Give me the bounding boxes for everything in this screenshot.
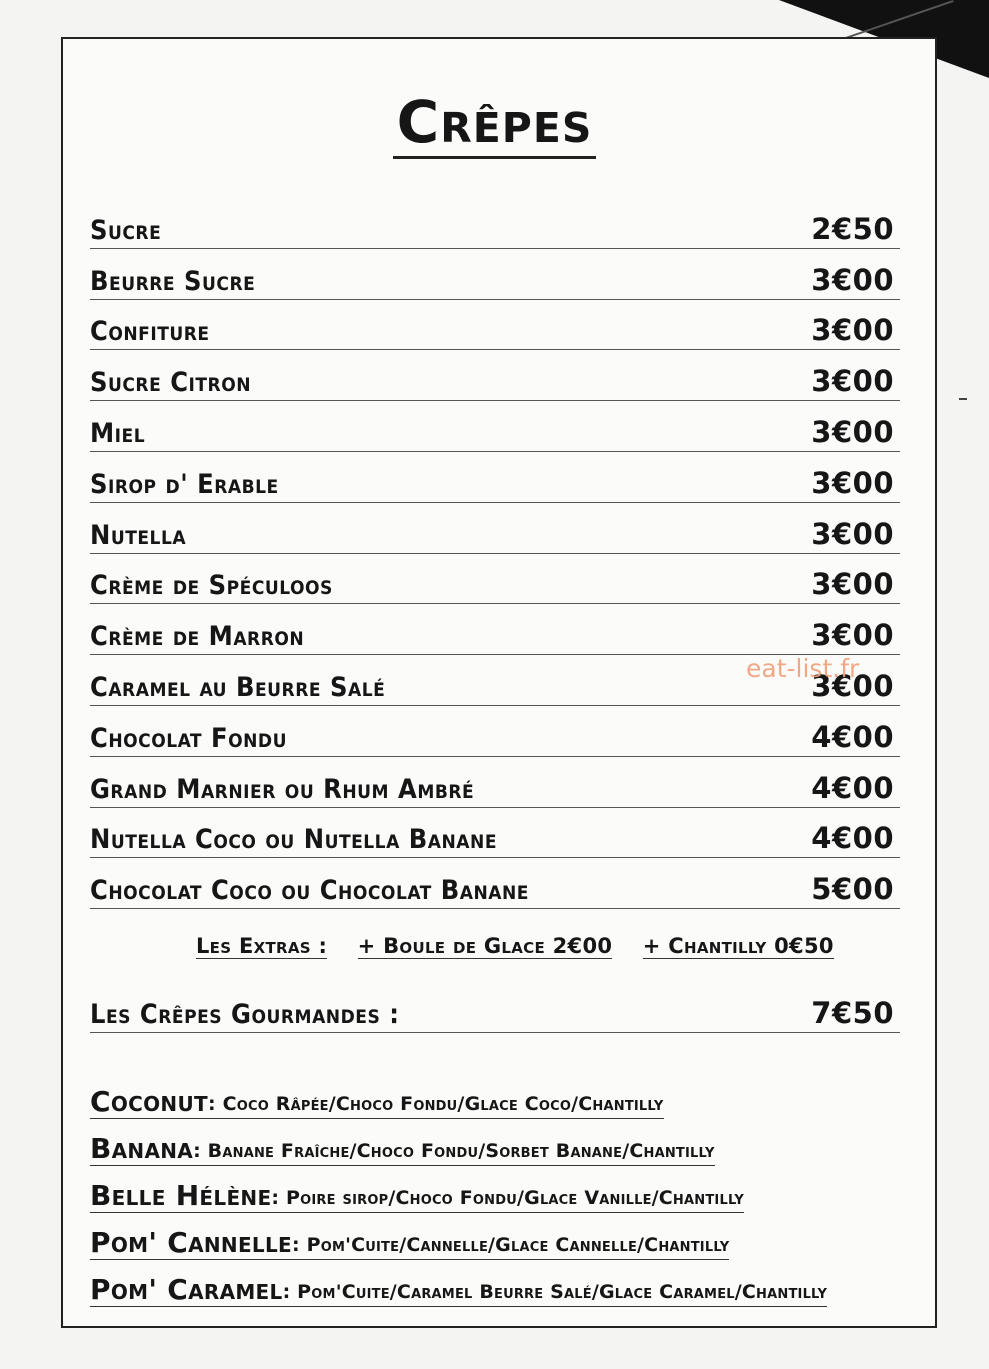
- item-price: 2€50: [811, 211, 894, 246]
- gourmandes-label: Les Crêpes Gourmandes :: [90, 999, 400, 1030]
- extras-line: [196, 934, 834, 958]
- menu-row: [90, 808, 900, 859]
- special-name: Banana: [90, 1132, 194, 1165]
- extras-chantilly: + Chantilly 0€50: [642, 934, 834, 958]
- item-price: 3€00: [811, 567, 894, 602]
- item-price: 3€00: [811, 364, 894, 399]
- menu-row: [90, 706, 900, 757]
- crepe-list: [90, 198, 900, 909]
- item-name: Chocolat Coco ou Chocolat Banane: [90, 875, 529, 907]
- item-name: Crème de Marron: [90, 621, 305, 653]
- menu-row: [90, 249, 900, 300]
- gourmandes-header: [90, 996, 900, 1033]
- extras-ice-cream: + Boule de Glace 2€00: [357, 934, 613, 958]
- menu-row: [90, 554, 900, 605]
- special-item: [90, 1213, 910, 1260]
- special-desc: : Pom'Cuite/Cannelle/Glace Cannelle/Chantilly: [292, 1234, 729, 1260]
- menu-row: [90, 350, 900, 401]
- gourmandes-price: 7€50: [811, 996, 894, 1030]
- watermark: eat-list.fr: [746, 654, 860, 683]
- item-price: 4€00: [811, 821, 894, 856]
- special-item: [90, 1072, 910, 1119]
- special-name: Pom' Caramel: [90, 1273, 283, 1306]
- extras-label: Les Extras :: [196, 934, 328, 958]
- item-price: 3€00: [811, 313, 894, 348]
- item-price: 3€00: [811, 516, 894, 551]
- item-price: 3€00: [811, 414, 894, 449]
- item-price: 3€00: [811, 618, 894, 653]
- special-item: [90, 1166, 910, 1213]
- item-price: 5€00: [811, 872, 894, 907]
- menu-row: [90, 757, 900, 808]
- item-price: 3€00: [811, 668, 894, 703]
- special-name: Belle Hélène: [90, 1179, 272, 1212]
- item-name: Grand Marnier ou Rhum Ambré: [90, 773, 475, 805]
- gourmandes-list: [90, 1072, 910, 1307]
- special-desc: : Pom'Cuite/Caramel Beurre Salé/Glace Caramel/Chantilly: [283, 1281, 828, 1307]
- item-price: 3€00: [811, 465, 894, 500]
- page-title: [0, 88, 989, 156]
- item-price: 4€00: [811, 770, 894, 805]
- item-name: Caramel au Beurre Salé: [90, 671, 386, 703]
- special-desc: : Poire sirop/Choco Fondu/Glace Vanille/Chantilly: [271, 1187, 744, 1213]
- item-name: Confiture: [90, 316, 210, 348]
- scan-speck: [959, 398, 967, 400]
- menu-row: [90, 858, 900, 909]
- item-name: Nutella Coco ou Nutella Banane: [90, 824, 498, 856]
- menu-row: [90, 401, 900, 452]
- page-title-text: Crêpes: [393, 88, 597, 159]
- item-name: Sirop d' Erable: [90, 468, 279, 500]
- item-price: 3€00: [811, 262, 894, 297]
- item-name: Nutella: [90, 519, 187, 551]
- item-name: Sucre: [90, 214, 162, 246]
- special-item: [90, 1119, 910, 1166]
- menu-row: [90, 503, 900, 554]
- item-name: Beurre Sucre: [90, 265, 256, 297]
- item-price: 4€00: [811, 719, 894, 754]
- item-name: Crème de Spéculoos: [90, 570, 333, 602]
- item-name: Chocolat Fondu: [90, 722, 287, 754]
- menu-row: [90, 452, 900, 503]
- menu-row: [90, 300, 900, 351]
- special-desc: : Banane Fraîche/Choco Fondu/Sorbet Banane/Chantilly: [193, 1140, 715, 1166]
- special-name: Pom' Cannelle: [90, 1226, 292, 1259]
- menu-row: [90, 604, 900, 655]
- item-name: Miel: [90, 417, 146, 449]
- item-name: Sucre Citron: [90, 367, 252, 399]
- special-name: Coconut: [90, 1085, 208, 1118]
- menu-row: [90, 198, 900, 249]
- special-desc: : Coco Râpée/Choco Fondu/Glace Coco/Chantilly: [208, 1093, 664, 1119]
- special-item: [90, 1260, 910, 1307]
